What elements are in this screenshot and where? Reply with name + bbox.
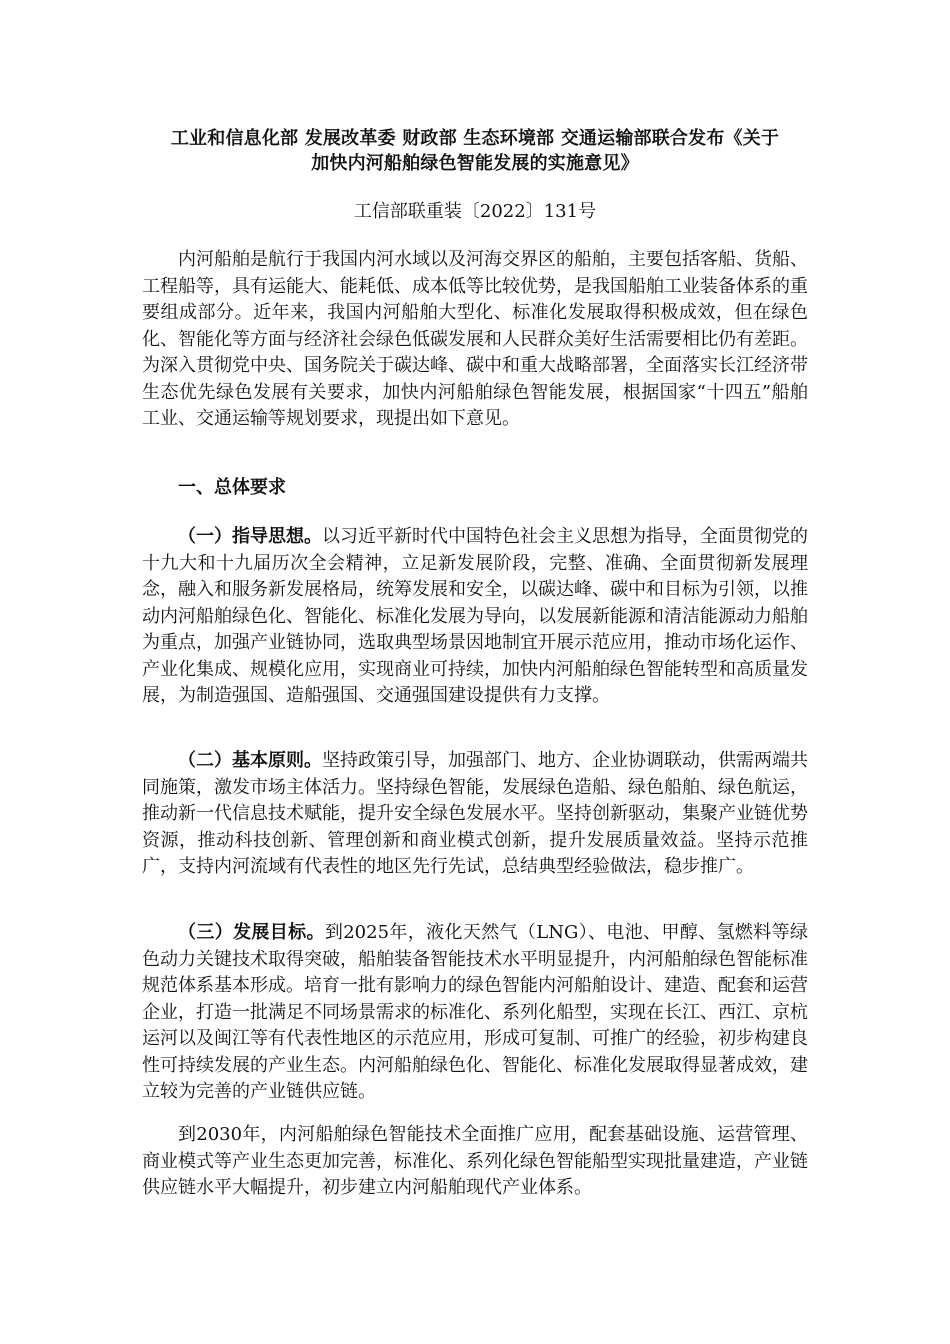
document-title (120, 126, 830, 176)
paragraph-text: 以习近平新时代中国特色社会主义思想为指导，全面贯彻党的十九大和十九届历次全会精神，立足新发展阶段，完整、准确、全面贯彻新发展理念，融入和服务新发展格局，统筹发展和安全，以碳达峰、碳中和目标为引领，以推动内河船舶绿色化、智能化、标准化发展为导向，以发展新能源和清洁能源动力船舶为重点，加强产业链协同，选取典型场景因地制宜开展示范应用，推动市场化运作、产业化集成、规模化应用，实现商业可持续，加快内河船舶绿色智能转型和高质量发展，为制造强国、造船强国、交通强国建设提供有力支撑。 (142, 526, 808, 706)
title-line-1: 工业和信息化部 发展改革委 财政部 生态环境部 交通运输部联合发布《关于 (170, 128, 780, 149)
title-line-2: 加快内河船舶绿色智能发展的实施意见》 (311, 153, 639, 174)
paragraph-2030-goals: 到2030年，内河船舶绿色智能技术全面推广应用，配套基础设施、运营管理、商业模式等产业生态更加完善，标准化、系列化绿色智能船型实现批量建造，产业链供应链水平大幅提升，初步建立内河船舶现代产业体系。 (142, 1124, 808, 1198)
paragraph-guiding-ideology (142, 524, 808, 710)
intro-paragraph: 内河船舶是航行于我国内河水域以及河海交界区的船舶，主要包括客船、货船、工程船等，具有运能大、能耗低、成本低等比较优势，是我国船舶工业装备体系的重要组成部分。近年来，我国内河船舶大型化、标准化发展取得积极成效，但在绿色化、智能化等方面与经济社会绿色低碳发展和人民群众美好生活需要相比仍有差距。为深入贯彻党中央、国务院关于碳达峰、碳中和重大战略部署，全面落实长江经济带生态优先绿色发展有关要求，加快内河船舶绿色智能发展，根据国家“十四五”船舶工业、交通运输等规划要求，现提出如下意见。 (142, 249, 808, 429)
paragraph-text: 坚持政策引导，加强部门、地方、企业协调联动，供需两端共同施策，激发市场主体活力。坚持绿色智能，发展绿色造船、绿色船舶、绿色航运，推动新一代信息技术赋能，提升安全绿色发展水平。坚持创新驱动，集聚产业链优势资源，推动科技创新、管理创新和商业模式创新，提升发展质量效益。坚持示范推广，支持内河流域有代表性的地区先行先试，总结典型经验做法，稳步推广。 (142, 750, 808, 877)
paragraph-label: （三）发展目标。 (178, 922, 325, 943)
document-number: 工信部联重装〔2022〕131号 (353, 201, 597, 222)
paragraph-text: 到2025年，液化天然气（LNG）、电池、甲醇、氢燃料等绿色动力关键技术取得突破，船舶装备智能技术水平明显提升，内河船舶绿色智能标准规范体系基本形成。培育一批有影响力的绿色智能内河船舶设计、建造、配套和运营企业，打造一批满足不同场景需求的标准化、系列化船型，实现在长江、西江、京杭运河以及闽江等有代表性地区的示范应用，形成可复制、可推广的经验，初步构建良性可持续发展的产业生态。内河船舶绿色化、智能化、标准化发展取得显著成效，建立较为完善的产业链供应链。 (142, 922, 809, 1102)
section-heading-general-requirements: 一、总体要求 (178, 477, 286, 498)
paragraph-label: （二）基本原则。 (178, 750, 322, 771)
paragraph-label: （一）指导思想。 (178, 526, 322, 547)
paragraph-development-goals (142, 920, 808, 1106)
paragraph-basic-principles (142, 748, 808, 881)
